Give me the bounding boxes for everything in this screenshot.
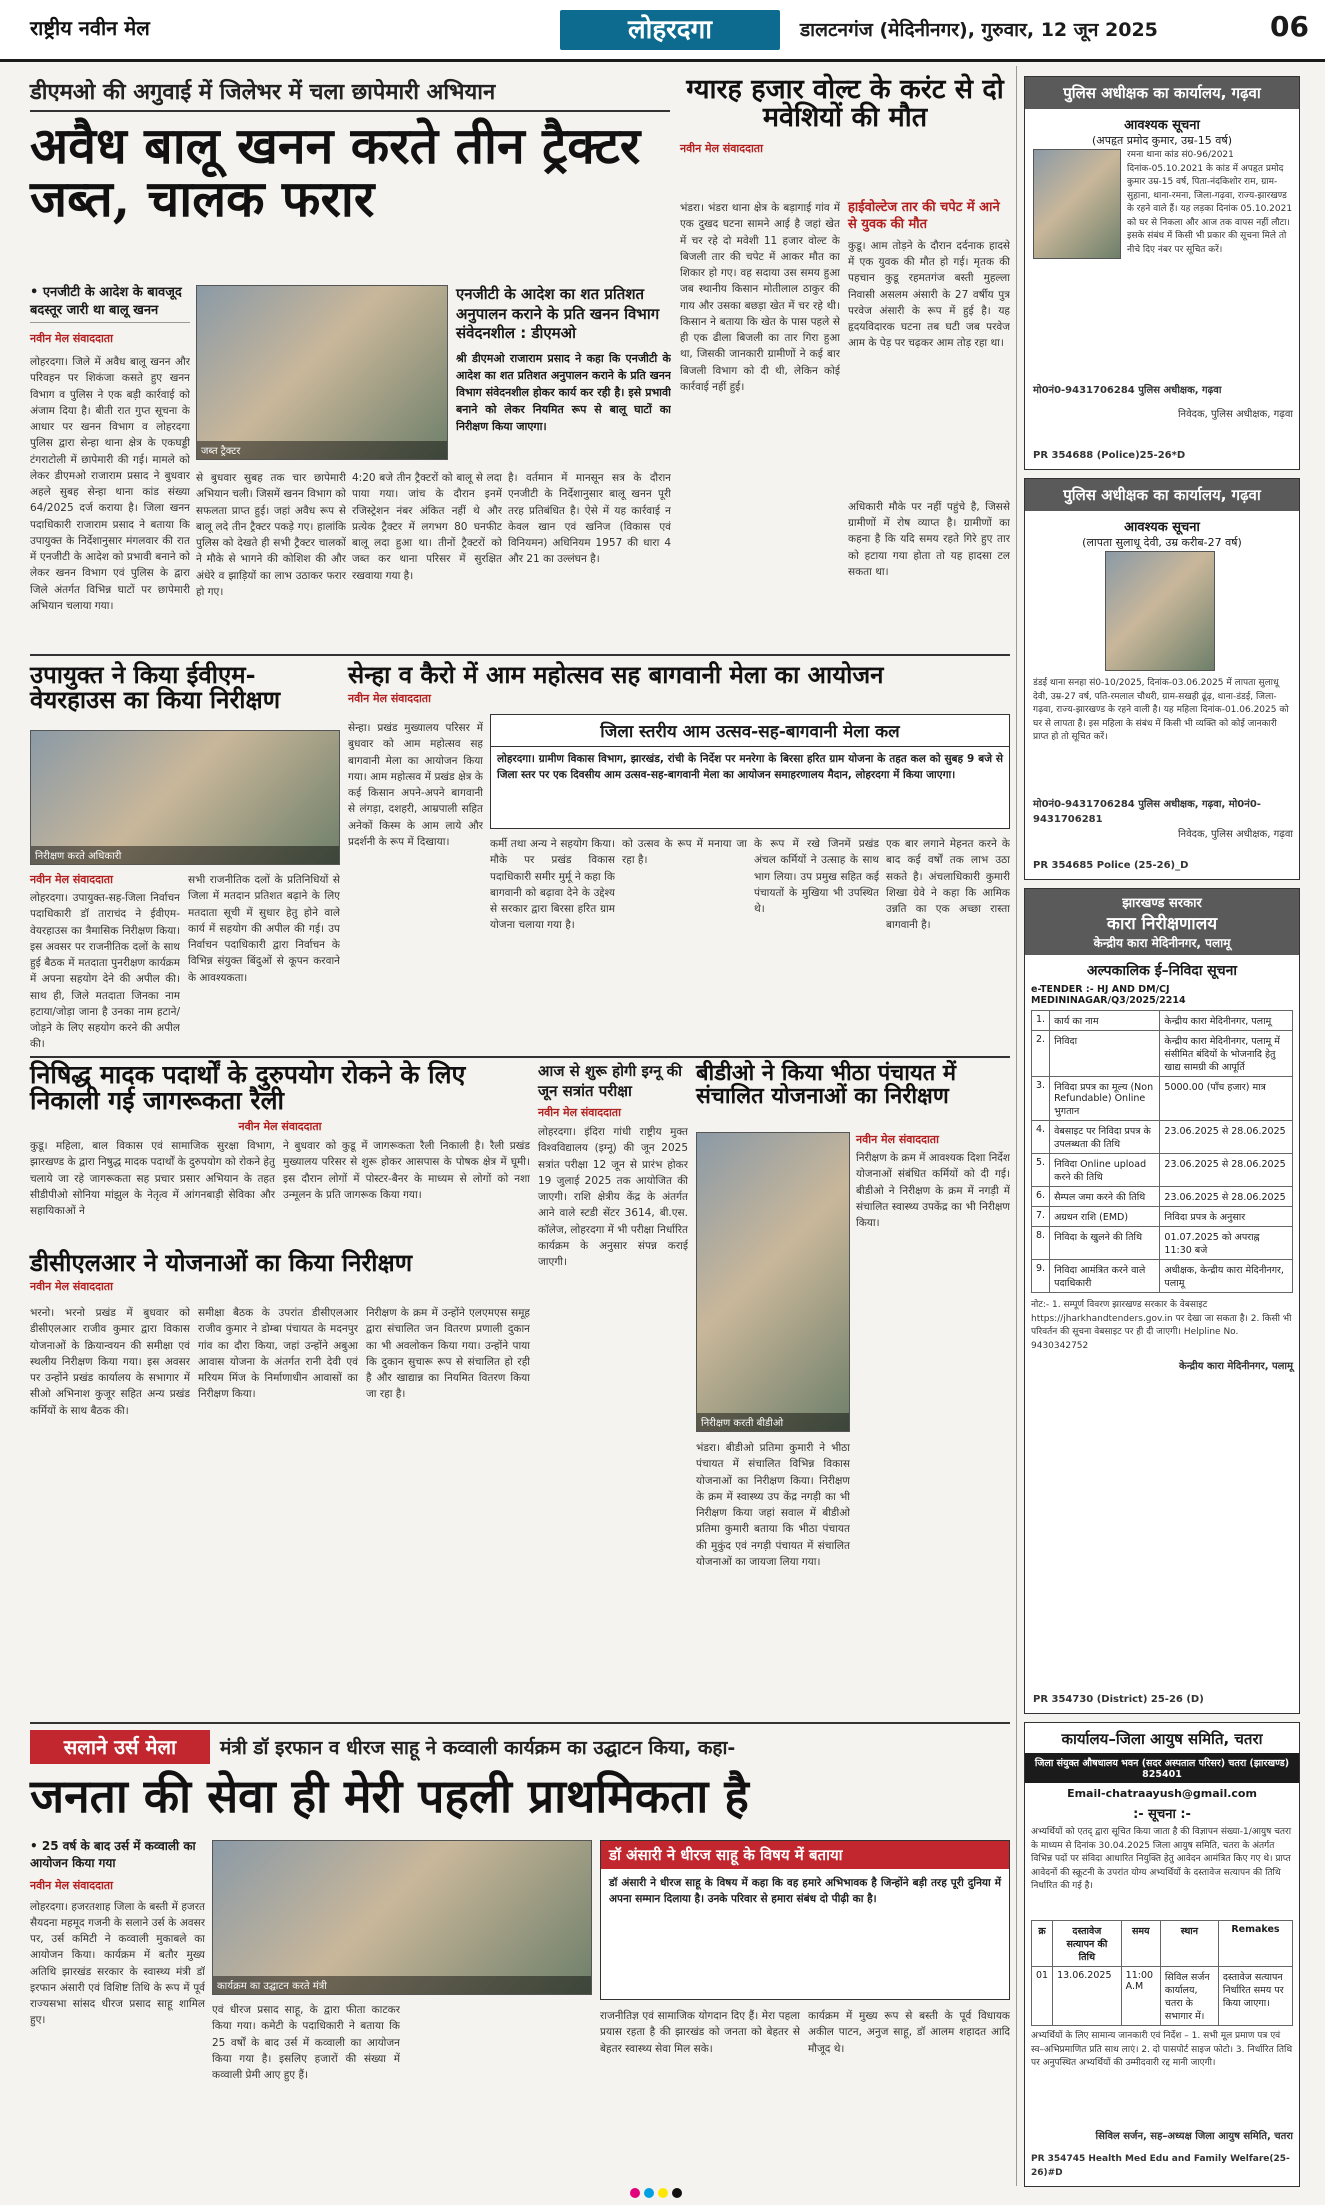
ayush-cell: 13.06.2025 [1053, 1967, 1122, 2026]
divider [30, 1722, 1010, 1724]
story1-byline: नवीन मेल संवाददाता [30, 332, 113, 345]
tender-cell: 8. [1032, 1227, 1050, 1260]
tender-cell: 6. [1032, 1187, 1050, 1207]
notice4-sign: सिविल सर्जन, सह–अध्यक्ष जिला आयुष समिति, चतरा [1095, 2131, 1293, 2142]
tender-cell: 2. [1032, 1031, 1050, 1077]
notice2-body: डंडई थाना सनहा सं0-10/2025, दिनांक-03.06.2025 में लापता सुलाधू देवी, उम्र-27 वर्ष, पति-रमलाल चौधरी, ग्राम-सखही ढूंढ़, थाना-डंडई, जिला-गढ़वा, राज्य-झारखण्ड के रहने वाली है। यह महिला दिनांक-01.06.2025 को घर से लापता है। इस महिला के संबंध में किसी भी व्यक्ति को कोई जानकारी प्राप्त हो तो सूचित करें। [1033, 678, 1289, 742]
notice3-head2: कारा निरीक्षणालय [1106, 914, 1218, 934]
notice-missing-woman [1024, 478, 1300, 880]
cyan-dot-icon [644, 2188, 654, 2198]
story9-headline: जनता की सेवा ही मेरी पहली प्राथमिकता है [30, 1769, 749, 1823]
tender-row [1032, 1031, 1293, 1077]
tender-cell: अग्रधन राशि (EMD) [1050, 1207, 1160, 1227]
story4-banner: जिला स्तरीय आम उत्सव-सह-बागवानी मेला कल [491, 715, 1009, 747]
notice3-ref: e-TENDER :- HJ AND DM/CJ MEDININAGAR/Q3/2025/2214 [1031, 984, 1186, 1006]
story-electrocution [680, 76, 1010, 164]
tender-cell: 01.07.2025 को अपराह्न 11:30 बजे [1160, 1227, 1293, 1260]
story9-col2: एवं धीरज प्रसाद साहू, के द्वारा फीता काटकर किया गया। कमेटी के पदाधिकारी ने बताया कि 25 वर्षों के बाद उर्स में कव्वाली का आयोजन किया गया है। इसलिए हजारों की संख्या में कव्वाली प्रेमी आए हुए हैं। [212, 2004, 400, 2082]
notice2-contact: मो0नं0-9431706284 पुलिस अधीक्षक, गढ़वा, मो0नं0-9431706281 [1033, 799, 1261, 825]
story9-photo [212, 1840, 592, 1995]
story8-body: भंडरा। बीडीओ प्रतिमा कुमारी ने भीठा पंचायत में संचालित विभिन्न विकास योजनाओं का निरीक्षण किया। निरीक्षण के क्रम में स्वास्थ्य उप केंद्र नगड़ी का भी निरीक्षण किया जहां सवाल में बीडीओ प्रतिमा कुमारी बताया कि भीठा पंचायत की मुकुंद एवं नगड़ी पंचायत में संचालित योजनाओं का जायजा लिया गया। [696, 1442, 850, 1568]
story2-body: भंडरा। भंडरा थाना क्षेत्र के बड़ागाई गांव में एक दुखद घटना सामने आई है जहां खेत में चर रहे दो मवेशी 11 हजार वोल्ट के बिजली तार की चपेट में आकर मौत का शिकार हो गए। वह सदाया उस समय हुआ जब स्थानीय किसान मोतीलाल ठाकुर की गाय और उसका बछड़ा खेत में चर रहे थी। किसान ने बताया कि खेत के पास पहले से ही एक ढीला बिजली का तार गिरा हुआ था, जिसकी जानकारी ग्रामीणों ने कई बार बिजली विभाग को दी थी, लेकिन कोई कार्रवाई नहीं हुई। [680, 202, 840, 393]
notice2-sign: निवेदक, पुलिस अधीक्षक, गढ़वा [1177, 829, 1293, 840]
story3-photo-caption: निरीक्षण करते अधिकारी [31, 846, 339, 864]
story6-headline: डीसीएलआर ने योजनाओं का किया निरीक्षण [30, 1248, 413, 1277]
story9-callout [600, 1840, 1010, 2000]
notice1-sub: (अपहृत प्रमोद कुमार, उम्र-15 वर्ष) [1092, 134, 1232, 147]
story9-photo-caption: कार्यक्रम का उद्घाटन करते मंत्री [213, 1976, 591, 1994]
story9-deck: • 25 वर्ष के बाद उर्स में कव्वाली का आयोजन किया गया [30, 1839, 196, 1870]
ayush-cell: दस्तावेज सत्यापन निर्धारित समय पर किया जाएगा। [1218, 1967, 1292, 2026]
notice3-head1: झारखण्ड सरकार [1122, 896, 1202, 911]
notice1-contact: मो0नं0-9431706284 पुलिस अधीक्षक, गढ़वा [1033, 385, 1222, 396]
story-ignou [538, 1062, 688, 1704]
tender-row [1032, 1121, 1293, 1154]
ayush-header-cell: Remakes [1218, 1921, 1292, 1967]
story7-body: लोहरदगा। इंदिरा गांधी राष्ट्रीय मुक्त विश्वविद्यालय (इग्नू) की जून 2025 सत्रांत परीक्षा 12 जून से प्रारंभ होकर 19 जुलाई 2025 तक आयोजित की जाएगी। राशि क्षेत्रीय केंद्र के अंतर्गत आने वाले स्टडी सेंटर 3614, बी.एस. कॉलेज, लोहरदगा में भी परीक्षा निर्धारित कार्यक्रम के अनुसार संपन्न कराई जाएगी। [538, 1126, 688, 1269]
notice3-note: नोट:- 1. सम्पूर्ण विवरण झारखण्ड सरकार के वेबसाइट https://jharkhandtenders.gov.in पर देखा जा सकता है। 2. किसी भी परिवर्तन की सूचना वेबसाइट पर ही दी जाएगी। Helpline No. 9430342752 [1031, 1300, 1292, 1351]
story2-body2: कुडू। आम तोड़ने के दौरान दर्दनाक हादसे में एक युवक की मौत हो गई। मृतक की पहचान कुडू रहमतगंज बस्ती मुहल्ला निवासी असलम अंसारी के 27 वर्षीय पुत्र परवेज अंसारी के रूप में हुई है। यह हृदयविदारक घटना तब घटी जब परवेज आम के पेड़ पर चढ़कर आम तोड़ रहा था। [848, 239, 1010, 350]
notice1-photo [1033, 149, 1121, 259]
tender-cell: 7. [1032, 1207, 1050, 1227]
notice3-pr: PR 354730 (District) 25-26 (D) [1033, 1694, 1204, 1705]
story9-byline: नवीन मेल संवाददाता [30, 1878, 113, 1892]
story3-headline: उपायुक्त ने किया ईवीएम-वेयरहाउस का किया निरीक्षण [30, 660, 281, 715]
story8-headline: बीडीओ ने किया भीठा पंचायत में संचालित योजनाओं का निरीक्षण [696, 1060, 957, 1110]
divider [30, 1056, 1010, 1058]
story1-col3: 4:20 बजे तीन ट्रैक्टरों को बालू से लदा पाया गया। जांच के दौरान इनमें रजिस्ट्रेशन नंबर अंकित नहीं थे और प्रत्येक ट्रैक्टर में लगभग 80 घनफीट बालू लदा हुआ था। तीनों ट्रैक्टरों को जब्त कर थाना परिसर में सुरक्षित रखवाया गया है। [352, 472, 502, 582]
tender-cell: 23.06.2025 से 28.06.2025 [1160, 1187, 1293, 1207]
dateline: डालटनगंज (मेदिनीनगर), गुरुवार, 12 जून 2025 [800, 19, 1158, 41]
tender-cell: वेबसाइट पर निविदा प्रपत्र के उपलब्धता की तिथि [1050, 1121, 1160, 1154]
black-dot-icon [672, 2188, 682, 2198]
notice2-photo [1105, 551, 1215, 671]
story5-headline: निषिद्ध मादक पदार्थों के दुरुपयोग रोकने के लिए निकाली गई जागरूकता रैली [30, 1060, 466, 1116]
story1-photo-caption: जब्त ट्रैक्टर [197, 441, 447, 459]
tender-row [1032, 1077, 1293, 1121]
tender-cell: निविदा आमंत्रित करने वाले पदाधिकारी [1050, 1260, 1160, 1293]
story1-left-col [30, 282, 190, 714]
story-bdo [696, 1062, 1010, 1108]
notice2-title: आवश्यक सूचना [1124, 520, 1200, 535]
tender-cell: निविदा प्रपत्र का मूल्य (Non Refundable) Online भुगतान [1050, 1077, 1160, 1121]
page-header [0, 0, 1325, 62]
story1-photo [196, 285, 448, 460]
notice4-table-wrap [1031, 1920, 1293, 2026]
story4-col4: के रूप में रखे जिनमें प्रखंड अंचल कर्मियों ने उत्साह के साथ भाग लिया। उप प्रमुख सहित कई पंचायतों के मुखिया भी उपस्थित थे। [754, 838, 879, 916]
story4-col2: कर्मी तथा अन्य ने सहयोग किया। मौके पर प्रखंड विकास पदाधिकारी समीर मुर्मू ने कहा कि बागवानी को बढ़ावा देने के उद्देश्य से सरकार द्वारा बिरसा हरित ग्राम योजना चलाया गया है। [490, 838, 615, 932]
notice4-table [1031, 1920, 1293, 2026]
column-divider [1016, 66, 1017, 2186]
story2-headline: ग्यारह हजार वोल्ट के करंट से दो मवेशियों की मौत [686, 74, 1004, 134]
notice3-table [1031, 1010, 1293, 1293]
notice3-table-wrap [1031, 1010, 1293, 1293]
ayush-header-cell: समय [1121, 1921, 1160, 1967]
notice1-head: पुलिस अधीक्षक का कार्यालय, गढ़वा [1025, 77, 1299, 109]
story4-banner-box [490, 714, 1010, 829]
page-number: 06 [1270, 10, 1309, 43]
story1-sidebar [456, 285, 671, 460]
tender-cell: 4. [1032, 1121, 1050, 1154]
tender-row [1032, 1154, 1293, 1187]
tender-cell: कार्य का नाम [1050, 1011, 1160, 1031]
tender-cell: सैम्पल जमा करने की तिथि [1050, 1187, 1160, 1207]
notice-etender [1024, 888, 1300, 1714]
tender-cell: 23.06.2025 से 28.06.2025 [1160, 1121, 1293, 1154]
notice3-head3: केन्द्रीय कारा मेदिनीनगर, पलामू [1093, 936, 1231, 950]
tender-cell: निविदा के खुलने की तिथि [1050, 1227, 1160, 1260]
story3-byline: नवीन मेल संवाददाता [30, 873, 113, 886]
ayush-cell: 11:00 A.M [1121, 1967, 1160, 2026]
story2-body3: अधिकारी मौके पर नहीं पहुंचे है, जिससे ग्रामीणों में रोष व्याप्त है। ग्रामीणों का कहना है कि यदि समय रहते गिरे हुए तार को हटाया गया होता तो यह हादसा टल सकता था। [848, 500, 1010, 578]
tender-row [1032, 1207, 1293, 1227]
tender-cell: 23.06.2025 से 28.06.2025 [1160, 1154, 1293, 1187]
notice1-body: रमना थाना कांड सं0-96/2021 दिनांक-05.10.2021 के कांड में अपहृत प्रमोद कुमार उम्र-15 वर्ष, पिता-नंदकिशोर राम, ग्राम-सुहाना, थाना-रमना, जिला-गढ़वा, राज्य-झारखण्ड के रहने वाले हैं। यह लड़का दिनांक 05.10.2021 को घर से निकला और आज तक वापस नहीं लौटा। इसके संबंध में किसी भी प्रकार की सूचना मिले तो नीचे दिए नंबर पर सूचित करें। [1127, 150, 1293, 255]
city-band: लोहरदगा [560, 10, 780, 50]
story1-deck: • एनजीटी के आदेश के बावजूद बदस्तूर जारी था बालू खनन [30, 282, 190, 323]
story8-photo [696, 1132, 850, 1432]
notice2-pr: PR 354685 Police (25-26)_D [1033, 860, 1189, 871]
story5-byline: नवीन मेल संवाददाता [238, 1119, 322, 1133]
story1-sidebody: श्री डीएमओ राजाराम प्रसाद ने कहा कि एनजीटी के आदेश का शत प्रतिशत अनुपालन कराने के प्रति खनन विभाग संवेदनशील होकर कार्य कर रही है। इसे प्रभावी बनाने को लेकर नियमित रूप से बालू घाटों का निरीक्षण किया जाएगा। [456, 351, 671, 433]
story1-subhead: एनजीटी के आदेश का शत प्रतिशत अनुपालन कराने के प्रति खनन विभाग संवेदनशील : डीएमओ [456, 285, 660, 342]
notice4-email: Email-chatraayush@gmail.com [1067, 1787, 1257, 1800]
tender-cell: निविदा [1050, 1031, 1160, 1077]
tender-cell: 1. [1032, 1011, 1050, 1031]
story2-byline: नवीन मेल संवाददाता [680, 141, 763, 155]
story6-byline: नवीन मेल संवाददाता [30, 1280, 113, 1294]
notice4-title: :- सूचना :- [1133, 1807, 1191, 1822]
story4-banner-body: लोहरदगा। ग्रामीण विकास विभाग, झारखंड, रांची के निर्देश पर मनरेगा के बिरसा हरित ग्राम योजना के तहत कल को सुबह 9 बजे से जिला स्तर पर एक दिवसीय आम उत्सव-सह-बागवानी मेला का आयोजन समाहरणालय मैदान, लोहरदगा में किया जाएगा। [497, 753, 1003, 782]
tender-cell: केन्द्रीय कारा मेदिनीनगर, पलामू [1160, 1011, 1293, 1031]
notice1-sign: निवेदक, पुलिस अधीक्षक, गढ़वा [1177, 409, 1293, 420]
notice1-title: आवश्यक सूचना [1124, 118, 1200, 133]
magenta-dot-icon [630, 2188, 640, 2198]
notice2-sub: (लापता सुलाधू देवी, उम्र करीब-27 वर्ष) [1082, 536, 1242, 549]
ayush-header-cell: दस्तावेज सत्यापन की तिथि [1053, 1921, 1122, 1967]
story1-col4: है। वर्तमान में मानसून सत्र के दौरान एनजीटी के निर्देशानुसार बालू खनन पूरी तरह प्रतिबंधित है। ऐसे में यह कार्रवाई न केवल खान एवं खनिज (विकास एवं विनियमन) अधिनियम 1957 की धारा 4 और 21 का उल्लंघन है। [508, 472, 671, 566]
tender-cell: निविदा Online upload करने की तिथि [1050, 1154, 1160, 1187]
story-sand-mining [30, 76, 670, 228]
story-mango-fest [348, 662, 1010, 706]
tender-row [1032, 1227, 1293, 1260]
tender-cell: 5. [1032, 1154, 1050, 1187]
notice4-body: अभ्यर्थियों को एतद् द्वारा सूचित किया जाता है की विज्ञापन संख्या-1/आयुष चतरा के माध्यम से दिनांक 30.04.2025 जिला आयुष समिति, चतरा के अंतर्गत विभिन्न पदों पर संविदा आधारित नियुक्ति हेतु आवेदन आमंत्रित किए गए थे। प्राप्त आवेदनों की स्क्रूटनी के उपरांत योग्य अभ्यर्थियों के दस्तावेज सत्यापन की तिथि निर्धारित की गई है। [1031, 1827, 1292, 1891]
tender-cell: 5000.00 (पाँच हजार) मात्र [1160, 1077, 1293, 1121]
story2-sidebar [848, 200, 1010, 629]
story3-col2: सभी राजनीतिक दलों के प्रतिनिधियों से जिला में मतदान प्रतिशत बढ़ाने के लिए मतदाता सूची में सुधार हेतु होने वाले कार्य में सहयोग की अपील की गई। उप निर्वाचन पदाधिकारी द्वारा निर्वाचन के विभिन्न संयुक्त बिंदुओं से कूपन करवाने के आवश्यकता। [188, 874, 340, 984]
story9-col5: कार्यक्रम में मुख्य रूप से बस्ती के पूर्व विधायक अकील पाटन, अनुज साहू, डॉ आलम शहादत आदि मौजूद थे। [808, 2010, 1010, 2055]
story8-photo-caption: निरीक्षण करती बीडीओ [697, 1413, 849, 1431]
ayush-cell: 01 [1032, 1967, 1053, 2026]
notice-ayush [1024, 1722, 1300, 2187]
story9-kicker: मंत्री डॉ इरफान व धीरज साहू ने कव्वाली कार्यक्रम का उद्घाटन किया, कहा- [220, 1737, 736, 1759]
story4-body: सेन्हा। प्रखंड मुख्यालय परिसर में बुधवार को आम महोत्सव सह बागवानी मेला का आयोजन किया गया। आम महोत्सव में प्रखंड क्षेत्र के कई किसान अपने-अपने बागवानी से लंगड़ा, दशहरी, आम्रपाली सहित अनेकों किस्म के आम लाये और प्रदर्शनी के रूप में दिखाया। [348, 722, 483, 848]
tender-row [1032, 1260, 1293, 1293]
registration-marks [630, 2188, 682, 2198]
story9-col4: राजनीतिज्ञ एवं सामाजिक योगदान दिए हैं। मेरा पहला प्रयास रहता है की झारखंड को जनता को बेहतर से बेहतर स्वास्थ्य सेवा मिल सके। [600, 2010, 800, 2055]
notice2-head: पुलिस अधीक्षक का कार्यालय, गढ़वा [1025, 479, 1299, 511]
tender-cell: अधीक्षक, केन्द्रीय कारा मेदिनीनगर, पलामू [1160, 1260, 1293, 1293]
story6-col2: समीक्षा बैठक के उपरांत डीसीएलआर राजीव कुमार ने डोम्बा पंचायत के मदनपुर गांव का दौरा किया, जहां उन्होंने अबुआ आवास योजना के अंतर्गत रानी देवी एवं मरियम मिंज के निर्माणाधीन आवासों का निरीक्षण किया। [198, 1307, 358, 1401]
yellow-dot-icon [658, 2188, 668, 2198]
notice4-pr: PR 354745 Health Med Edu and Family Welfare(25-26)#D [1031, 2154, 1290, 2178]
story5-col2: ने बुधवार को कुडू में जागरूकता रैली निकाली है। रैली प्रखंड मुख्यालय परिसर से शुरू होकर आसपास के पोषक क्षेत्र में घूमी। इस दौरान लोगों में पोस्टर-बैनर के माध्यम से लोगों को नशा उन्मूलन के प्रति जागरूक किया गया। [283, 1140, 530, 1201]
story6-col3: निरीक्षण के क्रम में उन्होंने एलएमएस समूह द्वारा संचालित जन वितरण प्रणाली दुकान का भी अवलोकन किया गया। उन्होंने पाया कि दुकान सुचारू रूप से संचालित हो रही है और खाद्यान्न का नियमित वितरण किया जा रहा है। [366, 1307, 530, 1401]
ayush-cell: सिविल सर्जन कार्यालय, चतरा के सभागार में। [1160, 1967, 1218, 2026]
story6-body: भरनो। भरनो प्रखंड में बुधवार को डीसीएलआर राजीव कुमार द्वारा विकास योजनाओं के क्रियान्वयन की समीक्षा एवं स्थलीय निरीक्षण किया गया। इस अवसर पर उन्होंने प्रखंड कार्यालय के सभागार में सीओ अभिनाश कुजूर सहित अन्य प्रखंड कर्मियों के साथ बैठक की। [30, 1307, 190, 1417]
tender-cell: केन्द्रीय कारा मेदिनीनगर, पलामू में संसीमित बंदियों के भोजनादि हेतु खाद्य सामग्री की आपूर्ति [1160, 1031, 1293, 1077]
ayush-header-cell: क्र [1032, 1921, 1053, 1967]
masthead-brand: राष्ट्रीय नवीन मेल [30, 16, 150, 40]
story4-headline: सेन्हा व कैरो में आम महोत्सव सह बागवानी मेला का आयोजन [348, 660, 884, 689]
notice-missing-boy [1024, 76, 1300, 470]
story8-byline: नवीन मेल संवाददाता [856, 1133, 939, 1146]
story3-photo [30, 730, 340, 865]
story9-col3-empty [408, 2002, 592, 2182]
ayush-header-cell: स्थान [1160, 1921, 1218, 1967]
tender-cell: निविदा प्रपत्र के अनुसार [1160, 1207, 1293, 1227]
story4-byline: नवीन मेल संवाददाता [348, 692, 431, 706]
story1-kicker: डीएमओ की अगुवाई में जिलेभर में चला छापेमारी अभियान [30, 76, 670, 112]
story-dclr [30, 1250, 530, 1294]
story1-headline: अवैध बालू खनन करते तीन ट्रैक्टर जब्त, चालक फरार [30, 116, 641, 228]
notice4-head2: जिला संयुक्त औषधालय भवन (सदर अस्पताल परिसर) चतरा (झारखण्ड) 825401 [1025, 1753, 1299, 1783]
story5-body: कुडू। महिला, बाल विकास एवं सामाजिक सुरक्षा विभाग, झारखण्ड के द्वारा निषुद्ध मादक पदार्थों के दुरुपयोग को रोकने हेतु चलाये जा रहे जागरूकता सह प्रचार प्रसार अभियान के तहत सीडीपीओ सोनिया मांझुल के नेतृत्व में आंगनबाड़ी सेविका और सहायिकाओं ने [30, 1140, 275, 1218]
story-drug-rally [30, 1062, 530, 1134]
story7-byline: नवीन मेल संवाददाता [538, 1106, 621, 1119]
story9-left-col [30, 1838, 205, 2149]
notice3-title: अल्पकालिक ई–निविदा सूचना [1086, 963, 1238, 979]
notice4-instructions: अभ्यर्थियों के लिए सामान्य जानकारी एवं निर्देश – 1. सभी मूल प्रमाण पत्र एवं स्व–अभिप्रमाणित प्रति साथ लाएं। 2. दो पासपोर्ट साइज फोटो। 3. निर्धारित तिथि पर अनुपस्थित अभ्यर्थियों की उम्मीदवारी रद्द मानी जाएगी। [1031, 2031, 1293, 2068]
story9-body: लोहरदगा। हजरतशाह जिला के बस्ती में हजरत सैयदना महमूद गजनी के सलाने उर्स के अवसर पर, उर्स कमिटी ने कव्वाली मुकाबले का आयोजन किया। कार्यक्रम में बतौर मुख्य अतिथि झारखंड सरकार के स्वास्थ्य मंत्री डॉ इरफान अंसारी एवं विशिष्ट तिथि के रूप में पूर्व राज्यसभा सांसद धीरज प्रसाद साहू शामिल हुए। [30, 1900, 205, 2027]
story4-col5: एक बार लगाने मेहनत करने के बाद कई वर्षों तक लाभ उठा सकते है। अंचलाधिकारी कुमारी शिखा ग्रेवे ने कहा कि आमिक उन्नति का एक अच्छा रास्ता बागवानी है। [886, 838, 1010, 932]
story1-col2: से बुधवार सुबह तक चार छापेमारी अभियान चली। जिसमें खनन विभाग को सफलता प्राप्त हुई। जहां अवैध रूप से बालू लदे तीन ट्रैक्टर पकड़े गए। हालांकि पुलिस को देखते ही सभी ट्रैक्टर चालकों ने मौके से भागने की कोशिश की और अंधेरे व झाड़ियों का लाभ उठाकर फरार हो गए। [196, 472, 346, 598]
notice1-pr: PR 354688 (Police)25-26*D [1033, 450, 1186, 461]
story8-col2: निरीक्षण के क्रम में आवश्यक दिशा निर्देश योजनाओं संबंधित कर्मियों को दी गई। बीडीओ ने निरीक्षण के क्रम में नगड़ी में संचालित स्वास्थ्य उपकेंद्र का भी निरीक्षण किया। [856, 1152, 1010, 1230]
tender-row [1032, 1187, 1293, 1207]
story4-col3: को उत्सव के रूप में मनाया जा रहा है। [622, 838, 747, 867]
story2-subhead: हाईवोल्टेज तार की चपेट में आने से युवक की मौत [848, 200, 1000, 232]
tender-cell: 3. [1032, 1077, 1050, 1121]
tender-row [1032, 1011, 1293, 1031]
notice4-head: कार्यालय–जिला आयुष समिति, चतरा [1061, 1730, 1263, 1748]
story9-band: सलाने उर्स मेला [30, 1730, 210, 1764]
story-evm [30, 660, 340, 715]
story7-headline: आज से शुरू होगी इग्नू की जून सत्रांत परीक्षा [538, 1062, 683, 1100]
notice3-sign: केन्द्रीय कारा मेदिनीनगर, पलामू [1179, 1361, 1293, 1372]
divider [30, 654, 1010, 656]
story9-callout-body: डॉ अंसारी ने धीरज साहू के विषय में कहा कि वह हमारे अभिभावक है जिन्होंने बड़ी तरह पूरी दुनिया में अपना सम्मान दिलाया है। उनके परिवार से हमारा संबंध दो पीढ़ी का है। [609, 1877, 1001, 1906]
story1-body: लोहरदगा। जिले में अवैध बालू खनन और परिवहन पर शिकंजा कसते हुए खनन विभाग व पुलिस ने एक बड़ी कार्रवाई को अंजाम दिया है। बीती रात गुप्त सूचना के आधार पर खनन विभाग व लोहरदगा पुलिस द्वारा सेन्हा थाना क्षेत्र के एकघड्डी टंगराटोली में छापेमारी की गई। मामले को लेकर डीएमओ राजाराम प्रसाद ने बुधवार अहले सुबह सेन्हा थाना कांड संख्या 64/2025 दर्ज कराया है। जिला खनन पदाधिकारी राजाराम प्रसाद ने बताया कि उपायुक्त के निर्देशानुसार मंगलवार की रात में एनजीटी के आदेश को प्रभावी बनाने को लेकर खनन विभाग एवं पुलिस के द्वारा जिले अंतर्गत विभिन्न घाटों पर छापेमारी अभियान चलाया गया। [30, 356, 190, 612]
story9-callout-title: डॉ अंसारी ने धीरज साहू के विषय में बताया [601, 1841, 1009, 1869]
tender-cell: 9. [1032, 1260, 1050, 1293]
story3-body: लोहरदगा। उपायुक्त-सह-जिला निर्वाचन पदाधिकारी डॉ ताराचंद ने ईवीएम-वेयरहाउस का त्रैमासिक निरीक्षण किया। इस अवसर पर राजनीतिक दलों के साथ हुई बैठक में मतदाता पुनरीक्षण कार्यक्रम में अपना सहयोग देने की अपील की। साथ ही, जिले मतदाता जिनका नाम हटाया/जोड़ा जाना है उनका नाम हटाने/जोड़ने के लिए सहयोग करने की अपील की। [30, 892, 180, 1050]
